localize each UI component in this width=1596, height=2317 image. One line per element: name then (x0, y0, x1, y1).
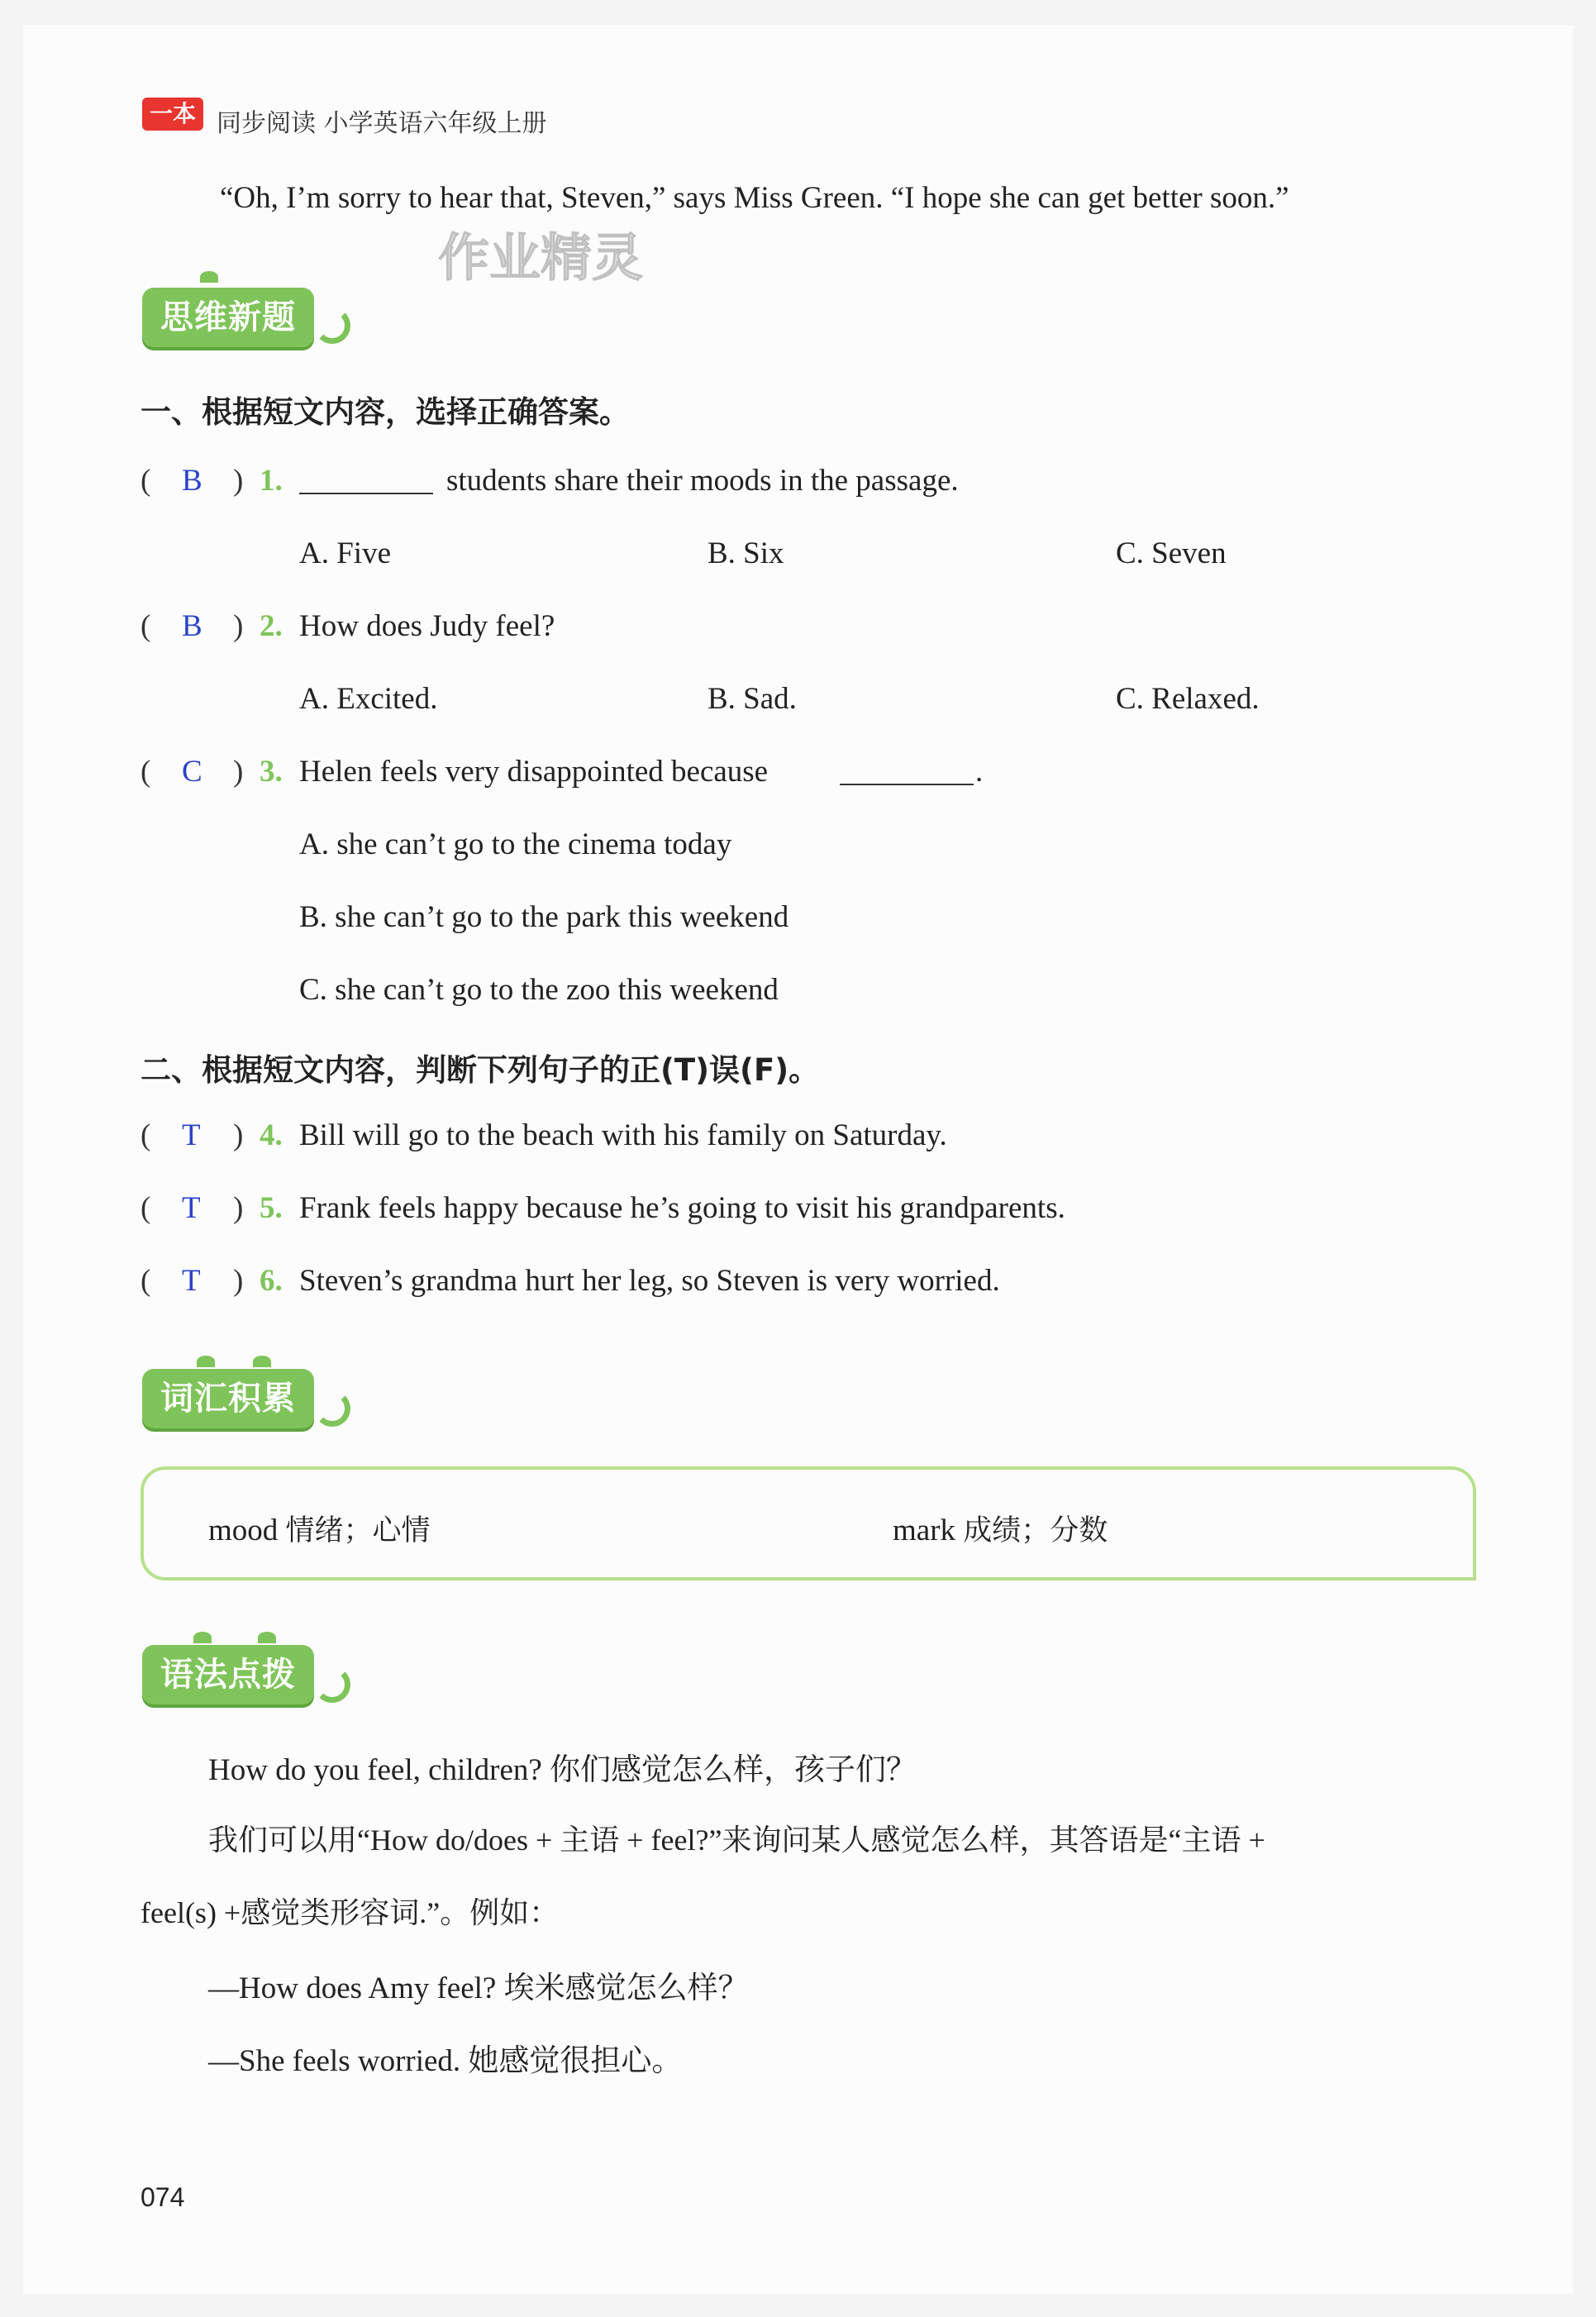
answer-blank (299, 468, 433, 494)
q3-option-c: C. she can’t go to the zoo this weekend (299, 973, 779, 1007)
part2-title: 二、根据短文内容，判断下列句子的正(T)误(F)。 (141, 1052, 820, 1088)
intro-line: “Oh, I’m sorry to hear that, Steven,” says Miss Green. “I hope she can get better soon.” (220, 181, 1289, 215)
paren-right: ) (233, 609, 244, 643)
q1-option-b: B. Six (707, 536, 784, 570)
watermark: 作业精灵 (438, 227, 644, 288)
curl-icon (314, 1390, 350, 1427)
vocab-item-mood (208, 1508, 431, 1549)
answer-blank (840, 759, 974, 785)
answer-q6: T (182, 1264, 201, 1298)
question-number-1: 1. (260, 464, 283, 498)
leaf-icon (197, 1356, 215, 1367)
answer-q4: T (182, 1118, 201, 1152)
answer-q3: C (182, 755, 202, 789)
question-2-text: How does Judy feel? (299, 609, 555, 643)
page (23, 25, 1573, 2294)
paren-left: ( (141, 755, 151, 789)
grammar-example-1: —How does Amy feel? 埃米感觉怎么样？ (208, 1971, 749, 2005)
paren-right: ) (233, 1191, 244, 1225)
question-3-text: Helen feels very disappointed because (299, 755, 769, 789)
leaf-icon (200, 271, 218, 283)
paren-left: ( (141, 1118, 151, 1152)
question-number-3: 3. (260, 755, 283, 789)
q2-option-b: B. Sad. (707, 682, 797, 716)
leaf-icon (193, 1632, 212, 1643)
q1-option-a: A. Five (299, 536, 391, 570)
grammar-explanation-cont: feel(s) +感觉类形容词.”。例如： (141, 1896, 560, 1929)
vocab-meaning: 情绪；心情 (285, 1514, 431, 1547)
question-number-4: 4. (260, 1118, 283, 1152)
publisher-logo: 一本 (142, 98, 203, 131)
section-badge-grammar: 语法点拨 (142, 1645, 314, 1704)
q2-option-a: A. Excited. (299, 682, 438, 716)
paren-right: ) (233, 464, 244, 498)
q3-option-b: B. she can’t go to the park this weekend (299, 900, 789, 934)
vocab-word: mood (208, 1514, 279, 1547)
paren-left: ( (141, 609, 151, 643)
section-badge-vocab: 词汇积累 (142, 1369, 314, 1428)
paren-right: ) (233, 1264, 244, 1298)
grammar-example-question: How do you feel, children? 你们感觉怎么样，孩子们？ (208, 1753, 917, 1787)
question-6-text: Steven’s grandma hurt her leg, so Steven is very worried. (299, 1264, 1000, 1298)
section-badge-thinking: 思维新题 (142, 288, 314, 347)
curl-icon (314, 308, 350, 344)
page-number: 074 (141, 2182, 185, 2212)
answer-q1: B (182, 464, 202, 498)
grammar-example-2: —She feels worried. 她感觉很担心。 (208, 2044, 683, 2078)
answer-q5: T (182, 1191, 201, 1225)
leaf-icon (253, 1356, 271, 1367)
grammar-explanation: 我们可以用“How do/does + 主语 + feel?”来询问某人感觉怎么样，其答语是“主语 + (208, 1824, 1265, 1857)
question-number-5: 5. (260, 1191, 283, 1225)
q3-option-a: A. she can’t go to the cinema today (299, 827, 732, 861)
paren-left: ( (141, 464, 151, 498)
question-5-text: Frank feels happy because he’s going to visit his grandparents. (299, 1191, 1065, 1225)
paren-left: ( (141, 1191, 151, 1225)
vocab-word: mark (893, 1514, 956, 1547)
paren-right: ) (233, 1118, 244, 1152)
leaf-icon (258, 1632, 276, 1643)
vocab-item-mark (893, 1508, 1108, 1549)
vocab-meaning: 成绩；分数 (963, 1514, 1108, 1547)
curl-icon (314, 1666, 350, 1703)
q2-option-c: C. Relaxed. (1116, 682, 1260, 716)
part1-title: 一、根据短文内容，选择正确答案。 (141, 394, 630, 430)
paren-right: ) (233, 755, 244, 789)
q1-option-c: C. Seven (1116, 536, 1227, 570)
question-number-6: 6. (260, 1264, 283, 1298)
paren-left: ( (141, 1264, 151, 1298)
book-title: 同步阅读 小学英语六年级上册 (217, 109, 547, 138)
question-number-2: 2. (260, 609, 283, 643)
answer-q2: B (182, 609, 202, 643)
question-4-text: Bill will go to the beach with his family on Saturday. (299, 1118, 947, 1152)
question-1-text: students share their moods in the passage. (446, 464, 959, 498)
period: . (975, 755, 984, 789)
